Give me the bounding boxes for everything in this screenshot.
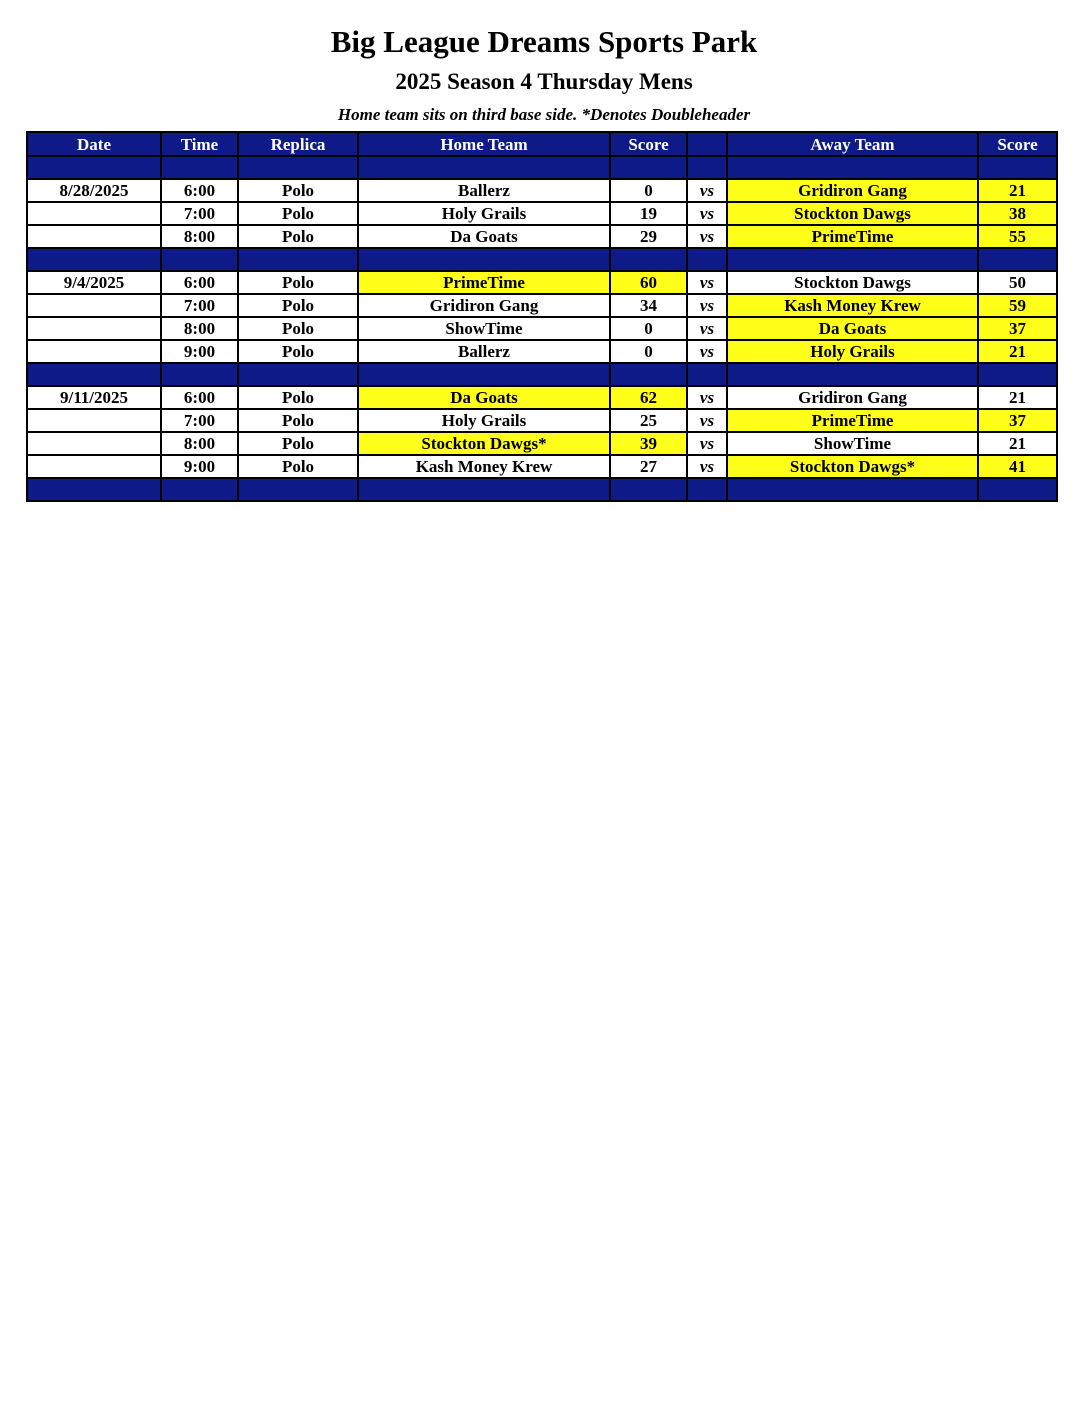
cell-replica: Polo [238,340,358,363]
separator-cell [358,248,610,271]
cell-home-score: 19 [610,202,687,225]
cell-date [27,317,161,340]
separator-cell [27,478,161,501]
separator-cell [727,156,978,179]
cell-home-score: 0 [610,179,687,202]
cell-time: 9:00 [161,455,238,478]
cell-time: 9:00 [161,340,238,363]
cell-away-score: 38 [978,202,1057,225]
game-row [27,202,1057,225]
cell-home-score: 34 [610,294,687,317]
cell-replica: Polo [238,202,358,225]
separator-cell [27,156,161,179]
separator-cell [358,156,610,179]
doubleheader-note: Home team sits on third base side. *Denotes Doubleheader [337,105,751,124]
cell-home-score: 60 [610,271,687,294]
cell-vs: vs [687,340,727,363]
cell-home-score: 0 [610,340,687,363]
separator-cell [161,478,238,501]
separator-cell [978,478,1057,501]
cell-away-score: 37 [978,409,1057,432]
separator-cell [358,363,610,386]
schedule-table [26,131,1058,502]
cell-replica: Polo [238,386,358,409]
cell-date: 9/11/2025 [27,386,161,409]
header-replica: Replica [238,132,358,156]
separator-cell [238,478,358,501]
cell-home-team: Gridiron Gang [358,294,610,317]
cell-home-score: 25 [610,409,687,432]
cell-date [27,432,161,455]
cell-home-team: Ballerz [358,179,610,202]
cell-home-team: PrimeTime [358,271,610,294]
cell-date [27,225,161,248]
separator-cell [161,363,238,386]
separator-cell [727,478,978,501]
cell-time: 8:00 [161,432,238,455]
cell-home-team: Da Goats [358,386,610,409]
cell-vs: vs [687,179,727,202]
cell-replica: Polo [238,409,358,432]
cell-time: 6:00 [161,271,238,294]
cell-away-team: Holy Grails [727,340,978,363]
cell-time: 7:00 [161,409,238,432]
cell-away-score: 21 [978,432,1057,455]
game-row [27,409,1057,432]
cell-vs: vs [687,432,727,455]
cell-home-team: Ballerz [358,340,610,363]
game-row [27,225,1057,248]
separator-cell [727,363,978,386]
cell-vs: vs [687,386,727,409]
cell-vs: vs [687,271,727,294]
separator-cell [161,248,238,271]
game-row [27,179,1057,202]
page-title: Big League Dreams Sports Park [330,24,758,59]
separator-cell [238,248,358,271]
cell-time: 7:00 [161,294,238,317]
cell-away-score: 21 [978,179,1057,202]
separator-cell [978,248,1057,271]
cell-home-team: ShowTime [358,317,610,340]
cell-replica: Polo [238,225,358,248]
cell-home-team: Kash Money Krew [358,455,610,478]
cell-away-score: 21 [978,386,1057,409]
separator-cell [978,363,1057,386]
cell-date [27,294,161,317]
cell-home-score: 62 [610,386,687,409]
cell-vs: vs [687,202,727,225]
cell-away-score: 21 [978,340,1057,363]
header-time: Time [161,132,238,156]
separator-cell [161,156,238,179]
cell-time: 8:00 [161,317,238,340]
schedule-body [27,156,1057,501]
cell-away-team: Kash Money Krew [727,294,978,317]
separator-cell [687,478,727,501]
cell-away-score: 41 [978,455,1057,478]
cell-away-team: Gridiron Gang [727,179,978,202]
cell-home-team: Holy Grails [358,409,610,432]
cell-home-team: Da Goats [358,225,610,248]
cell-vs: vs [687,225,727,248]
header-vs [687,132,727,156]
separator-cell [727,248,978,271]
cell-home-score: 0 [610,317,687,340]
cell-time: 6:00 [161,179,238,202]
separator-row [27,363,1057,386]
separator-cell [238,156,358,179]
header-row [27,132,1057,156]
cell-time: 7:00 [161,202,238,225]
game-row [27,294,1057,317]
header-date: Date [27,132,161,156]
cell-home-score: 27 [610,455,687,478]
cell-time: 8:00 [161,225,238,248]
separator-cell [610,478,687,501]
cell-away-team: Gridiron Gang [727,386,978,409]
cell-replica: Polo [238,179,358,202]
cell-away-team: Stockton Dawgs [727,202,978,225]
cell-replica: Polo [238,455,358,478]
cell-replica: Polo [238,317,358,340]
separator-cell [687,156,727,179]
separator-cell [687,363,727,386]
separator-cell [27,248,161,271]
separator-row [27,248,1057,271]
separator-cell [610,248,687,271]
separator-cell [238,363,358,386]
cell-home-score: 39 [610,432,687,455]
game-row [27,317,1057,340]
game-row [27,340,1057,363]
game-row [27,455,1057,478]
cell-time: 6:00 [161,386,238,409]
game-row [27,271,1057,294]
cell-vs: vs [687,294,727,317]
cell-vs: vs [687,409,727,432]
game-row [27,432,1057,455]
cell-away-score: 59 [978,294,1057,317]
cell-away-team: PrimeTime [727,409,978,432]
cell-home-score: 29 [610,225,687,248]
game-row [27,386,1057,409]
cell-away-score: 50 [978,271,1057,294]
cell-away-score: 37 [978,317,1057,340]
cell-date [27,202,161,225]
separator-row [27,156,1057,179]
header-away-team: Away Team [727,132,978,156]
separator-row [27,478,1057,501]
cell-vs: vs [687,317,727,340]
separator-cell [358,478,610,501]
cell-replica: Polo [238,432,358,455]
cell-vs: vs [687,455,727,478]
separator-cell [610,363,687,386]
cell-home-team: Holy Grails [358,202,610,225]
cell-replica: Polo [238,294,358,317]
cell-date [27,455,161,478]
cell-away-team: PrimeTime [727,225,978,248]
separator-cell [978,156,1057,179]
separator-cell [610,156,687,179]
cell-away-team: ShowTime [727,432,978,455]
cell-date [27,409,161,432]
header-away-score: Score [978,132,1057,156]
cell-date: 9/4/2025 [27,271,161,294]
header-home-team: Home Team [358,132,610,156]
separator-cell [687,248,727,271]
cell-replica: Polo [238,271,358,294]
cell-home-team: Stockton Dawgs* [358,432,610,455]
cell-date: 8/28/2025 [27,179,161,202]
cell-away-team: Stockton Dawgs [727,271,978,294]
page-subtitle: 2025 Season 4 Thursday Mens [395,69,693,94]
cell-date [27,340,161,363]
cell-away-team: Da Goats [727,317,978,340]
header-home-score: Score [610,132,687,156]
separator-cell [27,363,161,386]
cell-away-team: Stockton Dawgs* [727,455,978,478]
cell-away-score: 55 [978,225,1057,248]
